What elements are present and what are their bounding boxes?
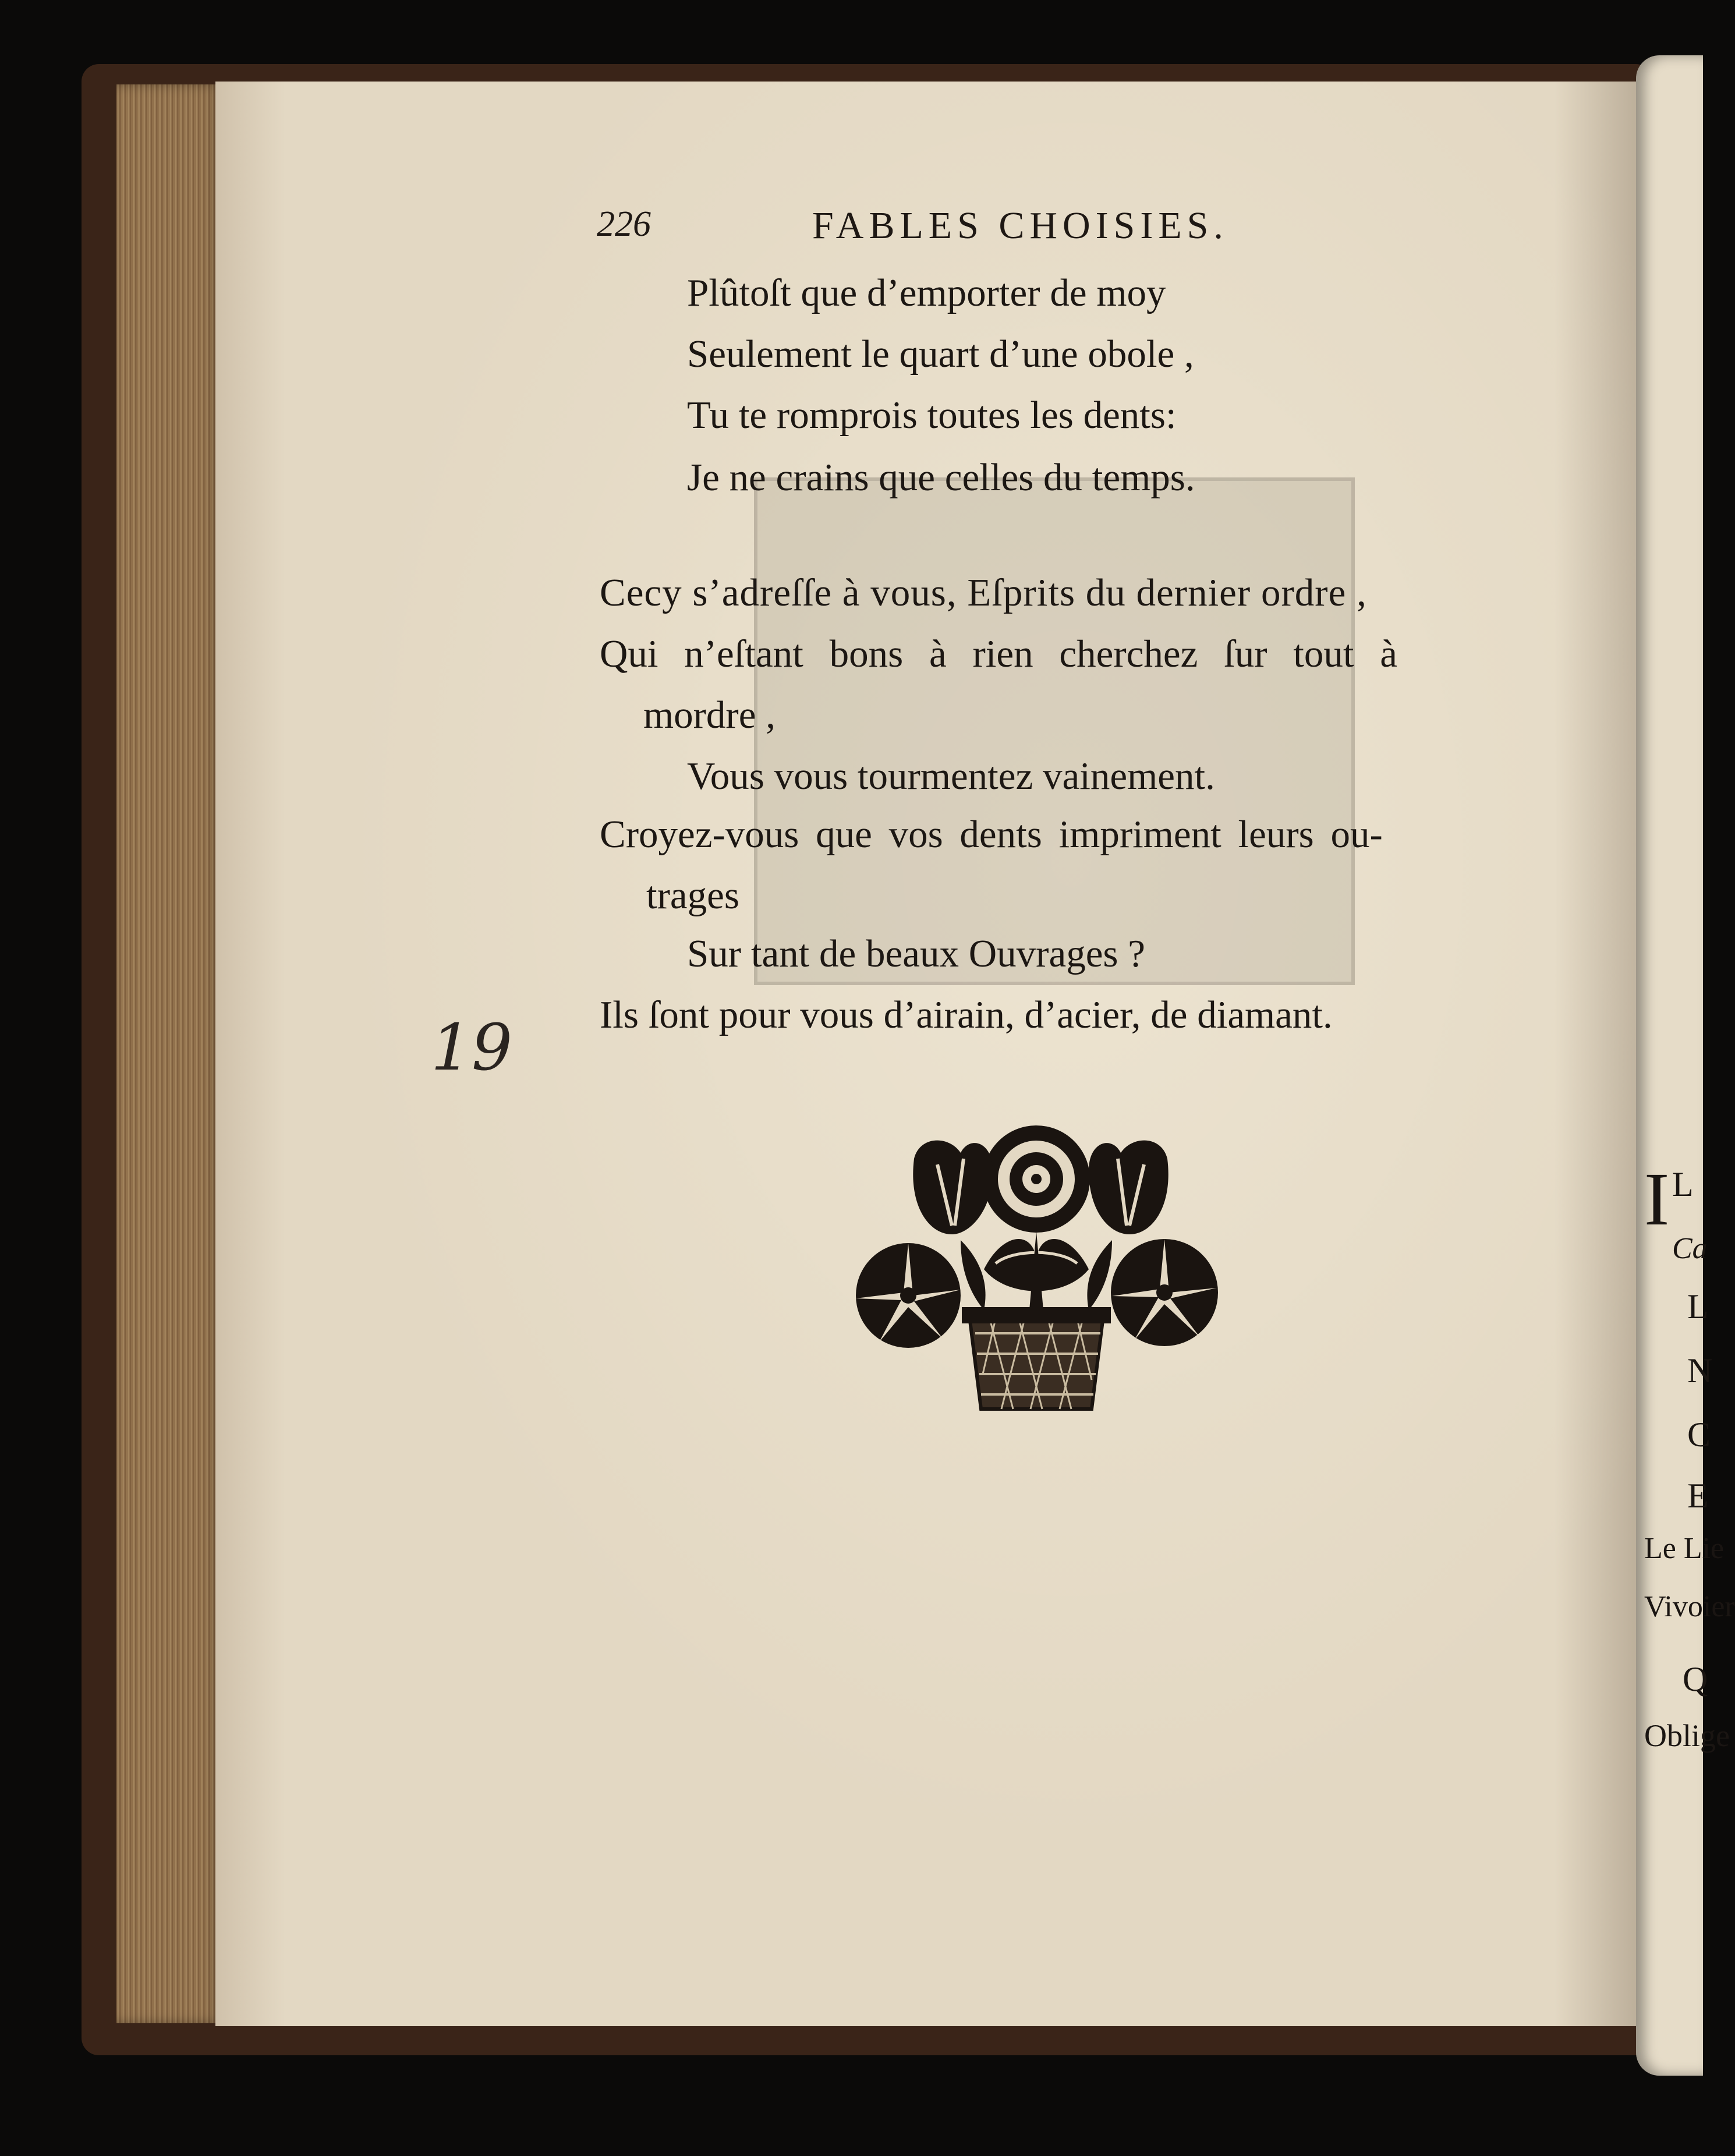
next-page-fragment: I [1644, 1157, 1670, 1241]
verse-line: Tu te romprois toutes les dents: [687, 394, 1177, 437]
verse-line: Seulement le quart d’une obole , [687, 332, 1194, 376]
verse-line: Ils ſont pour vous d’airain, d’acier, de diamant. [600, 993, 1333, 1036]
next-page-fragment: Q [1683, 1660, 1708, 1698]
verse-line: trages [646, 874, 739, 917]
running-title: FABLES CHOISIES. [812, 204, 1228, 247]
page-edges [116, 84, 221, 2023]
next-page-fragment: L [1687, 1287, 1709, 1326]
handwritten-note: 19 [431, 1010, 512, 1085]
verse-line: Qui n’eſtant bons à rien cherchez ſur tout à [600, 632, 1398, 675]
verse-line: Je ne crains que celles du temps. [687, 456, 1195, 499]
flower-basket-woodcut-icon [844, 1124, 1228, 1415]
verse-line: mordre , [643, 693, 776, 737]
verse-line: Plûtoſt que d’emporter de moy [687, 271, 1166, 314]
next-page-fragment: Ca [1672, 1232, 1708, 1265]
next-page-fragment: E [1687, 1477, 1709, 1515]
verse-line: Croyez-vous que vos dents impriment leurs ou- [600, 813, 1383, 856]
verse-line: Sur tant de beaux Ouvrages ? [687, 932, 1145, 975]
next-page-fragment: Vivoier [1644, 1590, 1735, 1623]
next-page-fragment: Le Lie [1644, 1532, 1725, 1565]
next-page-fragment: L [1672, 1165, 1694, 1203]
page-number: 226 [597, 204, 651, 244]
bleed-through-engraving [754, 477, 1355, 985]
verse-line: Cecy s’adreſſe à vous, Eſprits du dernier ordre , [600, 571, 1367, 614]
next-page-fragment: N [1687, 1351, 1713, 1390]
next-page-fragment: Oblige [1644, 1718, 1730, 1753]
next-page-fragment: C [1687, 1415, 1711, 1454]
verse-line: Vous vous tourmentez vainement. [687, 755, 1215, 798]
next-page-edge [1636, 55, 1735, 2076]
